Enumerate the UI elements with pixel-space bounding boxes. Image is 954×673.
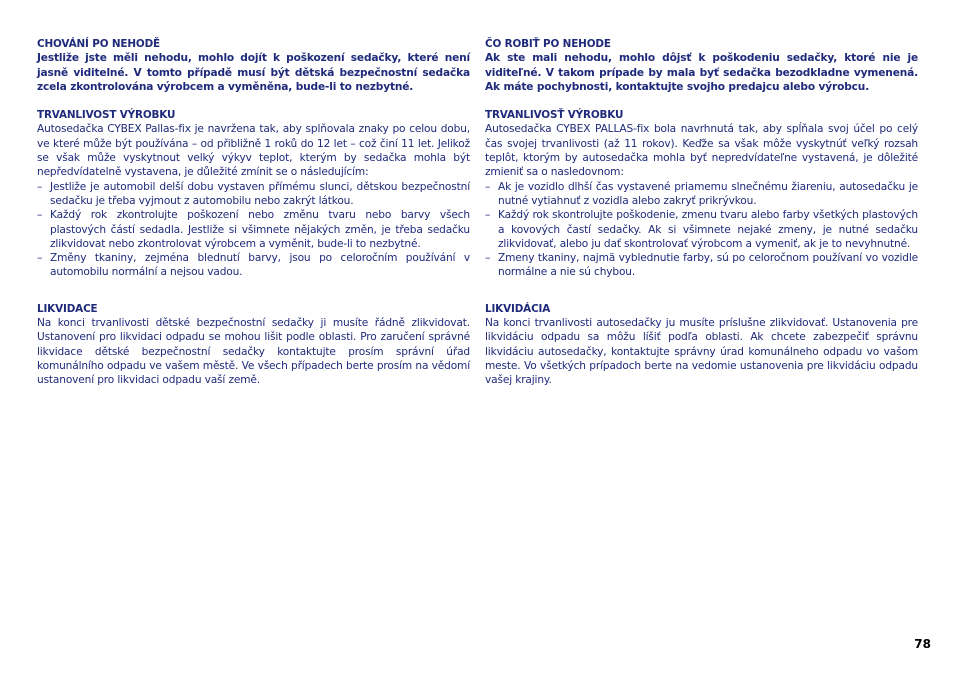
durability-list bbox=[485, 180, 918, 280]
list-item: – Každý rok skontrolujte poškodenie, zmenu tvaru alebo farby všetkých plastových a kovových častí sedačky. Ak si všimnete nejaké zmeny, je nutné sedačku zlikvidovať, alebo ju dať skontrolovať výrobcom a vymeniť, ak je to nevyhnutné. bbox=[485, 209, 918, 250]
list-item: – Zmeny tkaniny, najmä vyblednutie farby, sú po celoročnom používaní vo vozidle normálne a nie sú chybou. bbox=[485, 252, 918, 279]
disposal-section bbox=[485, 302, 918, 388]
durability-heading: TRVANLIVOST VÝROBKU bbox=[37, 109, 176, 122]
durability-section bbox=[37, 108, 470, 280]
page-number: 78 bbox=[914, 637, 931, 651]
list-dash: – bbox=[37, 252, 43, 265]
list-dash: – bbox=[485, 252, 491, 265]
disposal-heading: LIKVIDÁCIA bbox=[485, 302, 551, 315]
durability-list bbox=[37, 180, 470, 280]
right-column-slovak bbox=[485, 37, 918, 388]
accident-section bbox=[485, 37, 918, 94]
durability-heading: TRVANLIVOSŤ VÝROBKU bbox=[485, 109, 624, 122]
accident-text: Ak ste mali nehodu, mohlo dôjsť k poškodeniu sedačky, ktoré nie je viditeľné. V takom prípade by mala byť sedačka bezodkladne vymenená. Ak máte pochybnosti, kontaktujte svojho predajcu alebo výrobcu. bbox=[485, 52, 918, 93]
durability-text: Autosedačka CYBEX PALLAS-fix bola navrhnutá tak, aby spĺňala svoj účel po celý čas svojej trvanlivosti (až 11 rokov). Keďže sa však môže vyskytnúť veľký rozsah teplôt, ktorým by autosedačka mohla byť nepredvídateľne vystavená, je dôležité zmieniť sa o nasledovnom: bbox=[485, 123, 918, 179]
list-dash: – bbox=[485, 209, 491, 222]
disposal-section bbox=[37, 302, 470, 388]
list-dash: – bbox=[37, 180, 43, 193]
list-dash: – bbox=[37, 209, 43, 222]
durability-text: Autosedačka CYBEX Pallas-fix je navržena tak, aby splňovala znaky po celou dobu, ve které může být používána – od přibližně 1 roků do 12 let – což činí 11 let. Jelikož se však může vyskytnout velký výkyv teplot, kterým by sedačka mohla být nepředvídatelně vystavena, je důležité zmínit se o následujícím: bbox=[37, 123, 470, 179]
disposal-text: Na konci trvanlivosti dětské bezpečnostní sedačky ji musíte řádně zlikvidovat. Ustanovení pro likvidaci odpadu se mohou lišit podle oblasti. Pro zaručení správné likvidace dětské bezpečnostní sedačky kontaktujte prosím správní úřad komunálního odpadu ve vašem městě. Ve všech případech berte prosím na vědomí ustanovení pro likvidaci odpadu vaší země. bbox=[37, 317, 470, 387]
list-item: – Změny tkaniny, zejména blednutí barvy, jsou po celoročním používání v automobilu normální a nejsou vadou. bbox=[37, 252, 470, 279]
accident-text: Jestliže jste měli nehodu, mohlo dojít k poškození sedačky, které není jasně viditelné. V tomto případě musí být dětská bezpečnostní sedačka zcela zkontrolována výrobcem a vyměněna, bude-li to nezbytné. bbox=[37, 52, 470, 93]
accident-heading: ČO ROBIŤ PO NEHODE bbox=[485, 38, 611, 50]
left-column-czech bbox=[37, 37, 470, 388]
list-dash: – bbox=[485, 180, 491, 193]
list-item: – Každý rok zkontrolujte poškození nebo změnu tvaru nebo barvy všech plastových částí sedadla. Jestliže si všimnete nějakých změn, je třeba sedačku zlikvidovat nebo zkontrolovat výrobcem a vyměnit, bude-li to nezbytné. bbox=[37, 209, 470, 250]
list-item: – Jestliže je automobil delší dobu vystaven přímému slunci, dětskou bezpečnostní sedačku je třeba vyjmout z automobilu nebo zakrýt látkou. bbox=[37, 180, 470, 207]
durability-section bbox=[485, 108, 918, 280]
disposal-heading: LIKVIDACE bbox=[37, 302, 98, 315]
accident-section bbox=[37, 37, 470, 94]
disposal-text: Na konci trvanlivosti autosedačky ju musíte príslušne zlikvidovať. Ustanovenia pre likvidáciu odpadu sa môžu líšiť podľa oblasti. Ak chcete zabezpečiť správnu likvidáciu autosedačky, kontaktujte správny úrad komunálneho odpadu vo vašom meste. Vo všetkých prípadoch berte na vedomie ustanovenia pre likvidáciu odpadu vašej krajiny. bbox=[485, 317, 918, 387]
list-item: – Ak je vozidlo dlhší čas vystavené priamemu slnečnému žiareniu, autosedačku je nutné vytiahnuť z vozidla alebo zakryť prikrývkou. bbox=[485, 180, 918, 207]
accident-heading: CHOVÁNÍ PO NEHODĚ bbox=[37, 38, 160, 50]
